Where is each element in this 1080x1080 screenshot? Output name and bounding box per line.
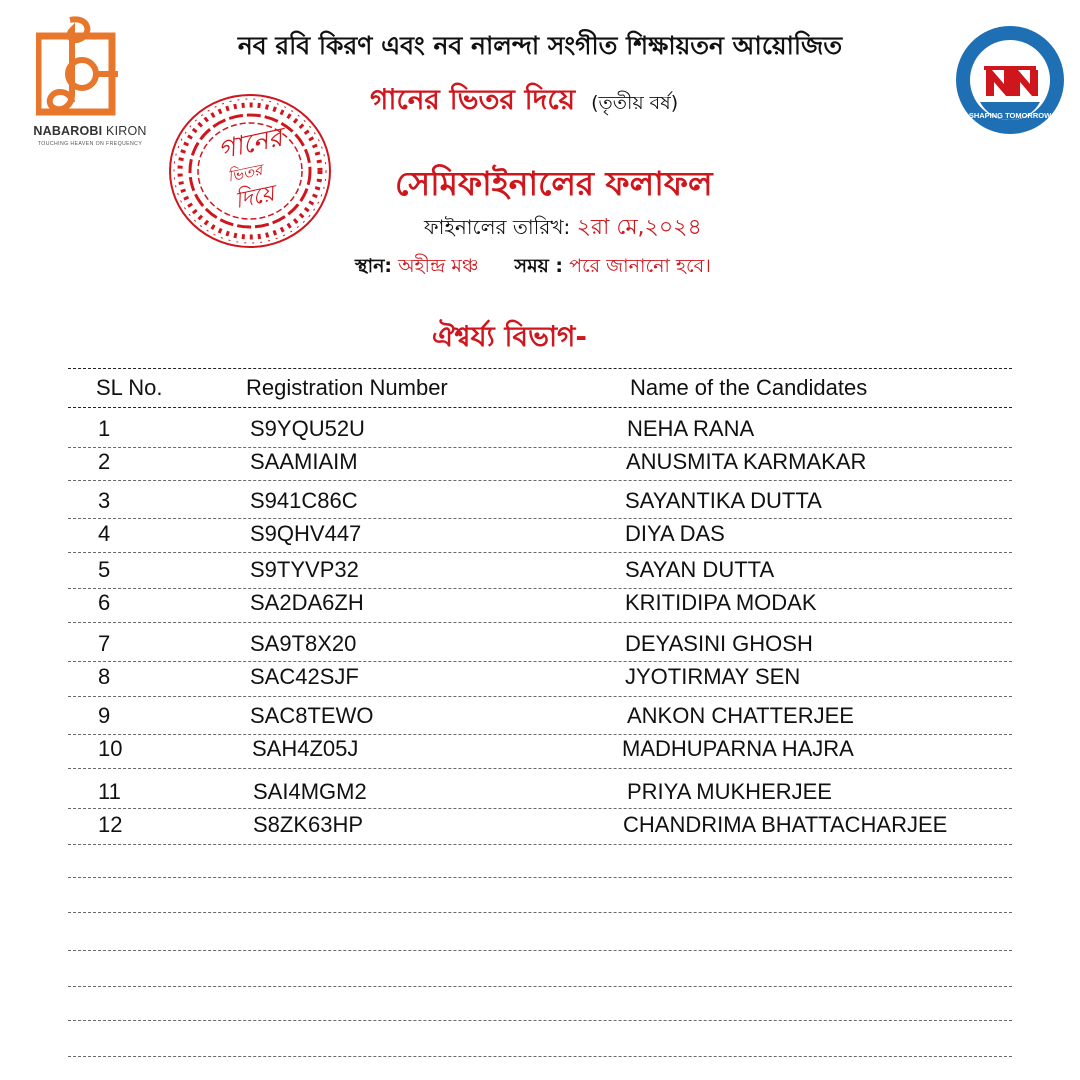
row-divider bbox=[68, 734, 1012, 735]
cell-sl-no: 4 bbox=[98, 521, 111, 546]
row-divider bbox=[68, 480, 1012, 481]
cell-registration-number: S941C86C bbox=[250, 488, 358, 513]
cell-registration-number: SAH4Z05J bbox=[252, 736, 359, 761]
estd-label: Estd.1967 bbox=[982, 43, 1039, 63]
cell-candidate-name: DIYA DAS bbox=[625, 521, 725, 546]
emblem-word-1: গানের bbox=[215, 122, 286, 166]
row-divider bbox=[68, 588, 1012, 589]
event-year: (তৃতীয় বর্ষ) bbox=[591, 92, 679, 114]
cell-candidate-name: SAYANTIKA DUTTA bbox=[625, 488, 822, 513]
cell-registration-number: SA9T8X20 bbox=[250, 631, 357, 656]
row-divider bbox=[68, 844, 1012, 845]
event-title: গানের ভিতর দিয়ে bbox=[370, 83, 576, 116]
section-title: ঐশ্বর্য্য বিভাগ- bbox=[432, 320, 588, 353]
row-divider bbox=[68, 768, 1012, 769]
cell-registration-number: S9TYVP32 bbox=[250, 557, 359, 582]
cell-candidate-name: SAYAN DUTTA bbox=[625, 557, 775, 582]
cell-sl-no: 5 bbox=[98, 557, 111, 582]
row-divider bbox=[68, 912, 1012, 913]
row-divider bbox=[68, 950, 1012, 951]
cell-registration-number: SAAMIAIM bbox=[250, 449, 358, 474]
row-divider bbox=[68, 552, 1012, 553]
cell-sl-no: 10 bbox=[98, 736, 123, 761]
final-date-label: ফাইনালের তারিখ: bbox=[424, 215, 571, 239]
row-divider bbox=[68, 696, 1012, 697]
cell-sl-no: 2 bbox=[98, 449, 111, 474]
cell-candidate-name: ANUSMITA KARMAKAR bbox=[626, 449, 867, 474]
cell-registration-number: S8ZK63HP bbox=[253, 812, 364, 837]
row-divider bbox=[68, 986, 1012, 987]
cell-candidate-name: NEHA RANA bbox=[627, 416, 755, 441]
cell-candidate-name: JYOTIRMAY SEN bbox=[625, 664, 801, 689]
cell-registration-number: SA2DA6ZH bbox=[250, 590, 364, 615]
organizer-line: নব রবি কিরণ এবং নব নালন্দা সংগীত শিক্ষায়তন আয়োজিত bbox=[237, 31, 843, 60]
cell-candidate-name: ANKON CHATTERJEE bbox=[627, 703, 854, 728]
cell-candidate-name: MADHUPARNA HAJRA bbox=[622, 736, 854, 761]
cell-registration-number: SAC42SJF bbox=[250, 664, 359, 689]
cell-sl-no: 12 bbox=[98, 812, 123, 837]
row-divider bbox=[68, 622, 1012, 623]
results-title: সেমিফাইনালের ফলাফল bbox=[395, 164, 713, 203]
cell-sl-no: 6 bbox=[98, 590, 111, 615]
cell-sl-no: 1 bbox=[98, 416, 111, 441]
cell-candidate-name: CHANDRIMA BHATTACHARJEE bbox=[623, 812, 948, 837]
venue-value: অহীন্দ্র মঞ্চ bbox=[398, 255, 479, 277]
column-header-name: Name of the Candidates bbox=[630, 375, 868, 400]
row-divider bbox=[68, 808, 1012, 809]
time-value: পরে জানানো হবে। bbox=[569, 255, 711, 277]
time-label: সময় : bbox=[514, 255, 564, 277]
brand-name: NABAROBI KIRON bbox=[33, 124, 147, 138]
table-top-rule bbox=[68, 368, 1012, 369]
emblem-word-3: দিয়ে bbox=[232, 181, 277, 214]
cell-sl-no: 8 bbox=[98, 664, 111, 689]
column-header-sl: SL No. bbox=[96, 375, 163, 400]
row-divider bbox=[68, 661, 1012, 662]
cell-registration-number: S9QHV447 bbox=[250, 521, 362, 546]
cell-registration-number: S9YQU52U bbox=[250, 416, 365, 441]
cell-candidate-name: KRITIDIPA MODAK bbox=[625, 590, 817, 615]
music-note-logo-icon bbox=[36, 14, 144, 120]
column-header-registration: Registration Number bbox=[246, 375, 448, 400]
cell-registration-number: SAI4MGM2 bbox=[253, 779, 367, 804]
row-divider bbox=[68, 447, 1012, 448]
row-divider bbox=[68, 1056, 1012, 1057]
row-divider bbox=[68, 1020, 1012, 1021]
venue-label: স্থান: bbox=[355, 255, 393, 277]
cell-candidate-name: DEYASINI GHOSH bbox=[625, 631, 813, 656]
event-title-line bbox=[370, 78, 678, 125]
cell-candidate-name: PRIYA MUKHERJEE bbox=[627, 779, 832, 804]
venue-time-line bbox=[355, 252, 711, 284]
cell-sl-no: 3 bbox=[98, 488, 111, 513]
row-divider bbox=[68, 518, 1012, 519]
nabanalanda-logo bbox=[950, 18, 1070, 138]
final-date-value: ২রা মে,২০২৪ bbox=[576, 215, 702, 240]
event-emblem bbox=[160, 86, 340, 256]
cell-sl-no: 11 bbox=[98, 779, 121, 804]
row-divider bbox=[68, 877, 1012, 878]
final-date-line bbox=[424, 210, 702, 247]
emblem-word-2: ভিতর bbox=[225, 160, 264, 186]
cell-sl-no: 7 bbox=[98, 631, 111, 656]
cell-sl-no: 9 bbox=[98, 703, 111, 728]
cell-registration-number: SAC8TEWO bbox=[250, 703, 374, 728]
brand-tagline: TOUCHING HEAVEN ON FREQUENCY bbox=[37, 141, 143, 147]
motto-label: SHAPING TOMORROW bbox=[968, 111, 1052, 120]
table-header-rule bbox=[68, 407, 1012, 408]
